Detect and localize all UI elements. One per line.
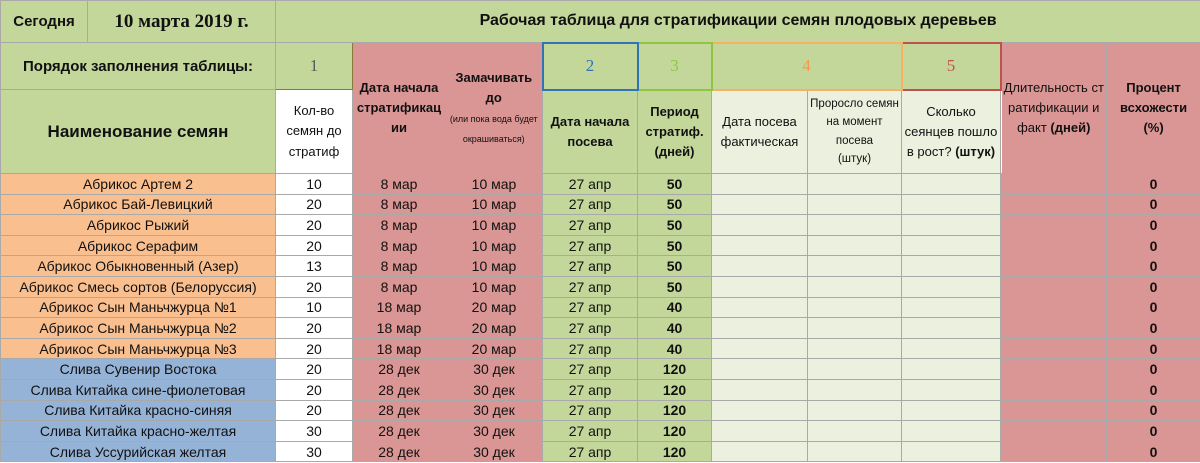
sow-actual-cell[interactable] [712, 235, 808, 256]
seed-name-cell[interactable]: Абрикос Сын Маньчжурца №2 [1, 318, 276, 339]
sprouted-cell[interactable] [808, 338, 902, 359]
duration-cell[interactable] [1001, 359, 1107, 380]
grown-cell[interactable] [902, 400, 1001, 421]
sprouted-cell[interactable] [808, 400, 902, 421]
table-row [1, 400, 1200, 421]
header-soak-note: (или пока вода будет окрашиваться) [449, 114, 538, 145]
sow-actual-cell[interactable] [712, 194, 808, 215]
header-sow-start: Дата начала посева [543, 90, 638, 174]
sow-actual-cell[interactable] [712, 421, 808, 442]
soak-cell[interactable]: 20 мар [446, 318, 543, 339]
sow-start-cell[interactable]: 27 апр [543, 276, 638, 297]
sow-start-cell[interactable]: 27 апр [543, 297, 638, 318]
soak-cell[interactable]: 20 мар [446, 297, 543, 318]
sprouted-cell[interactable] [808, 174, 902, 195]
sprouted-cell[interactable] [808, 297, 902, 318]
sheet-title: Рабочая таблица для стратификации семян плодовых деревьев [276, 1, 1200, 43]
step-4-marker [712, 43, 902, 90]
table-row [1, 174, 1200, 195]
duration-cell[interactable] [1001, 194, 1107, 215]
table-row [1, 421, 1200, 442]
sow-start-cell[interactable]: 27 апр [543, 359, 638, 380]
duration-cell[interactable] [1001, 400, 1107, 421]
soak-cell[interactable]: 10 мар [446, 276, 543, 297]
germination-cell[interactable]: 0 [1107, 297, 1200, 318]
soak-cell[interactable]: 10 мар [446, 174, 543, 195]
sprouted-cell[interactable] [808, 256, 902, 277]
count-cell[interactable]: 10 [276, 174, 353, 195]
germination-cell[interactable]: 0 [1107, 379, 1200, 400]
strat-start-cell[interactable]: 18 мар [353, 318, 446, 339]
duration-cell[interactable] [1001, 441, 1107, 462]
header-germination [1107, 43, 1200, 174]
strat-start-cell[interactable]: 28 дек [353, 441, 446, 462]
strat-start-cell[interactable]: 28 дек [353, 359, 446, 380]
seed-name-cell[interactable]: Абрикос Серафим [1, 235, 276, 256]
header-duration [1001, 43, 1107, 174]
strat-start-cell[interactable]: 8 мар [353, 256, 446, 277]
seed-name-cell[interactable]: Абрикос Смесь сортов (Белоруссия) [1, 276, 276, 297]
sow-start-cell[interactable]: 27 апр [543, 379, 638, 400]
strat-start-cell[interactable]: 28 дек [353, 400, 446, 421]
header-seed-name: Наименование семян [1, 90, 276, 174]
soak-cell[interactable]: 30 дек [446, 400, 543, 421]
strat-start-cell[interactable]: 18 мар [353, 297, 446, 318]
sprouted-cell[interactable] [808, 276, 902, 297]
period-cell[interactable]: 50 [638, 235, 712, 256]
soak-cell[interactable]: 30 дек [446, 359, 543, 380]
sow-start-cell[interactable]: 27 апр [543, 174, 638, 195]
germination-cell[interactable]: 0 [1107, 194, 1200, 215]
sow-start-cell[interactable]: 27 апр [543, 256, 638, 277]
sow-start-cell[interactable]: 27 апр [543, 215, 638, 236]
strat-start-cell[interactable]: 8 мар [353, 235, 446, 256]
grown-cell[interactable] [902, 359, 1001, 380]
table-row [1, 276, 1200, 297]
sprouted-cell[interactable] [808, 194, 902, 215]
seed-name-cell[interactable]: Слива Уссурийская желтая [1, 441, 276, 462]
sprouted-cell[interactable] [808, 421, 902, 442]
duration-cell[interactable] [1001, 318, 1107, 339]
duration-cell[interactable] [1001, 174, 1107, 195]
sow-start-cell[interactable]: 27 апр [543, 421, 638, 442]
table-row [1, 256, 1200, 277]
header-sow-actual: Дата посева фактическая [712, 90, 808, 174]
grown-cell[interactable] [902, 338, 1001, 359]
count-cell[interactable]: 30 [276, 421, 353, 442]
table-row [1, 318, 1200, 339]
table-row [1, 215, 1200, 236]
sow-start-cell[interactable]: 27 апр [543, 235, 638, 256]
soak-cell[interactable]: 10 мар [446, 194, 543, 215]
strat-start-cell[interactable]: 8 мар [353, 174, 446, 195]
header-sprouted-unit: (штук) [837, 153, 872, 166]
soak-cell[interactable]: 30 дек [446, 421, 543, 442]
duration-cell[interactable] [1001, 297, 1107, 318]
header-duration-unit: (дней) [1050, 120, 1091, 136]
seed-name-cell[interactable]: Слива Сувенир Востока [1, 359, 276, 380]
germination-cell[interactable]: 0 [1107, 215, 1200, 236]
duration-cell[interactable] [1001, 215, 1107, 236]
header-count: Кол-во семян до стратиф [276, 90, 353, 174]
germination-cell[interactable]: 0 [1107, 359, 1200, 380]
header-duration-label: Длительность стратификации и факт [1003, 79, 1104, 136]
table-row [1, 235, 1200, 256]
today-label: Сегодня [1, 1, 88, 43]
sprouted-cell[interactable] [808, 379, 902, 400]
sow-start-cell[interactable]: 27 апр [543, 441, 638, 462]
grown-cell[interactable] [902, 421, 1001, 442]
period-cell[interactable]: 40 [638, 297, 712, 318]
grown-cell[interactable] [902, 276, 1001, 297]
sow-start-cell[interactable]: 27 апр [543, 194, 638, 215]
duration-cell[interactable] [1001, 276, 1107, 297]
count-cell[interactable]: 20 [276, 215, 353, 236]
grown-cell[interactable] [902, 215, 1001, 236]
soak-cell[interactable]: 10 мар [446, 235, 543, 256]
sow-start-cell[interactable]: 27 апр [543, 338, 638, 359]
seed-name-cell[interactable]: Абрикос Сын Маньчжурца №3 [1, 338, 276, 359]
seed-name-cell[interactable]: Абрикос Обыкновенный (Азер) [1, 256, 276, 277]
soak-cell[interactable]: 20 мар [446, 338, 543, 359]
sow-actual-cell[interactable] [712, 174, 808, 195]
germination-cell[interactable]: 0 [1107, 338, 1200, 359]
step-5-number: 5 [946, 56, 956, 75]
sow-actual-cell[interactable] [712, 215, 808, 236]
step-1-number: 1 [309, 56, 319, 75]
step-4-number: 4 [802, 56, 811, 75]
step-5-marker [902, 43, 1001, 90]
grown-cell[interactable] [902, 174, 1001, 195]
grown-cell[interactable] [902, 318, 1001, 339]
header-grown-unit: (штук) [955, 143, 996, 159]
step-1-marker [276, 43, 353, 90]
count-cell[interactable]: 13 [276, 256, 353, 277]
count-cell[interactable]: 10 [276, 297, 353, 318]
count-cell[interactable]: 20 [276, 276, 353, 297]
germination-cell[interactable]: 0 [1107, 421, 1200, 442]
sow-actual-cell[interactable] [712, 359, 808, 380]
seed-name-cell[interactable]: Абрикос Рыжий [1, 215, 276, 236]
germination-cell[interactable]: 0 [1107, 276, 1200, 297]
germination-cell[interactable]: 0 [1107, 318, 1200, 339]
sow-actual-cell[interactable] [712, 276, 808, 297]
grown-cell[interactable] [902, 194, 1001, 215]
soak-cell[interactable]: 10 мар [446, 215, 543, 236]
sow-actual-cell[interactable] [712, 400, 808, 421]
seed-name-cell[interactable]: Слива Китайка красно-желтая [1, 421, 276, 442]
germination-cell[interactable]: 0 [1107, 256, 1200, 277]
strat-start-cell[interactable]: 8 мар [353, 194, 446, 215]
period-cell[interactable]: 50 [638, 194, 712, 215]
fill-order-label: Порядок заполнения таблицы: [1, 43, 276, 90]
header-soak-label: Замачивать до [455, 69, 533, 105]
duration-cell[interactable] [1001, 421, 1107, 442]
header-germination-label: Процент всхожести [1120, 79, 1188, 115]
grown-cell[interactable] [902, 235, 1001, 256]
sprouted-cell[interactable] [808, 235, 902, 256]
header-germination-unit: (%) [1143, 120, 1164, 136]
sow-start-cell[interactable]: 27 апр [543, 318, 638, 339]
grown-cell[interactable] [902, 379, 1001, 400]
period-cell[interactable]: 50 [638, 215, 712, 236]
step-2-number: 2 [585, 56, 595, 75]
header-sprouted-label: Проросло семян на момент посева [810, 97, 899, 147]
sprouted-cell[interactable] [808, 441, 902, 462]
table-row [1, 441, 1200, 462]
today-date[interactable]: 10 марта 2019 г. [88, 1, 276, 43]
sow-actual-cell[interactable] [712, 441, 808, 462]
period-cell[interactable]: 120 [638, 359, 712, 380]
seed-name-cell[interactable]: Абрикос Артем 2 [1, 174, 276, 195]
strat-start-cell[interactable]: 8 мар [353, 215, 446, 236]
seed-name-cell[interactable]: Слива Китайка сине-фиолетовая [1, 379, 276, 400]
count-cell[interactable]: 20 [276, 338, 353, 359]
germination-cell[interactable]: 0 [1107, 235, 1200, 256]
period-cell[interactable]: 50 [638, 174, 712, 195]
table-row [1, 297, 1200, 318]
soak-cell[interactable]: 30 дек [446, 379, 543, 400]
count-cell[interactable]: 20 [276, 318, 353, 339]
step-2-marker [543, 43, 638, 90]
period-cell[interactable]: 120 [638, 441, 712, 462]
table-row [1, 359, 1200, 380]
count-cell[interactable]: 30 [276, 441, 353, 462]
header-grown [902, 90, 1001, 174]
strat-start-cell[interactable]: 28 дек [353, 379, 446, 400]
sprouted-cell[interactable] [808, 318, 902, 339]
strat-start-cell[interactable]: 8 мар [353, 276, 446, 297]
period-cell[interactable]: 120 [638, 421, 712, 442]
duration-cell[interactable] [1001, 338, 1107, 359]
duration-cell[interactable] [1001, 256, 1107, 277]
step-3-number: 3 [670, 56, 679, 75]
period-cell[interactable]: 50 [638, 276, 712, 297]
header-grown-label: Сколько сеянцев пошло в рост? [904, 103, 998, 159]
period-cell[interactable]: 120 [638, 379, 712, 400]
sow-actual-cell[interactable] [712, 338, 808, 359]
period-cell[interactable]: 120 [638, 400, 712, 421]
germination-cell[interactable]: 0 [1107, 400, 1200, 421]
table-row [1, 194, 1200, 215]
germination-cell[interactable]: 0 [1107, 174, 1200, 195]
seed-name-cell[interactable]: Абрикос Бай-Левицкий [1, 194, 276, 215]
table-row [1, 338, 1200, 359]
table-row [1, 379, 1200, 400]
count-cell[interactable]: 20 [276, 194, 353, 215]
count-cell[interactable]: 20 [276, 379, 353, 400]
header-period: Период стратиф. (дней) [638, 90, 712, 174]
period-cell[interactable]: 40 [638, 318, 712, 339]
sow-start-cell[interactable]: 27 апр [543, 400, 638, 421]
step-3-marker [638, 43, 712, 90]
sow-actual-cell[interactable] [712, 379, 808, 400]
count-cell[interactable]: 20 [276, 359, 353, 380]
strat-start-cell[interactable]: 18 мар [353, 338, 446, 359]
sprouted-cell[interactable] [808, 359, 902, 380]
period-cell[interactable]: 50 [638, 256, 712, 277]
header-sprouted [808, 90, 902, 174]
header-soak [446, 43, 543, 174]
seed-name-cell[interactable]: Абрикос Сын Маньчжурца №1 [1, 297, 276, 318]
duration-cell[interactable] [1001, 379, 1107, 400]
sow-actual-cell[interactable] [712, 297, 808, 318]
period-cell[interactable]: 40 [638, 338, 712, 359]
grown-cell[interactable] [902, 441, 1001, 462]
count-cell[interactable]: 20 [276, 235, 353, 256]
grown-cell[interactable] [902, 297, 1001, 318]
sow-actual-cell[interactable] [712, 318, 808, 339]
sow-actual-cell[interactable] [712, 256, 808, 277]
duration-cell[interactable] [1001, 235, 1107, 256]
soak-cell[interactable]: 30 дек [446, 441, 543, 462]
count-cell[interactable]: 20 [276, 400, 353, 421]
grown-cell[interactable] [902, 256, 1001, 277]
germination-cell[interactable]: 0 [1107, 441, 1200, 462]
soak-cell[interactable]: 10 мар [446, 256, 543, 277]
seed-name-cell[interactable]: Слива Китайка красно-синяя [1, 400, 276, 421]
sprouted-cell[interactable] [808, 215, 902, 236]
strat-start-cell[interactable]: 28 дек [353, 421, 446, 442]
header-strat-start: Дата начала стратификации [353, 43, 446, 174]
